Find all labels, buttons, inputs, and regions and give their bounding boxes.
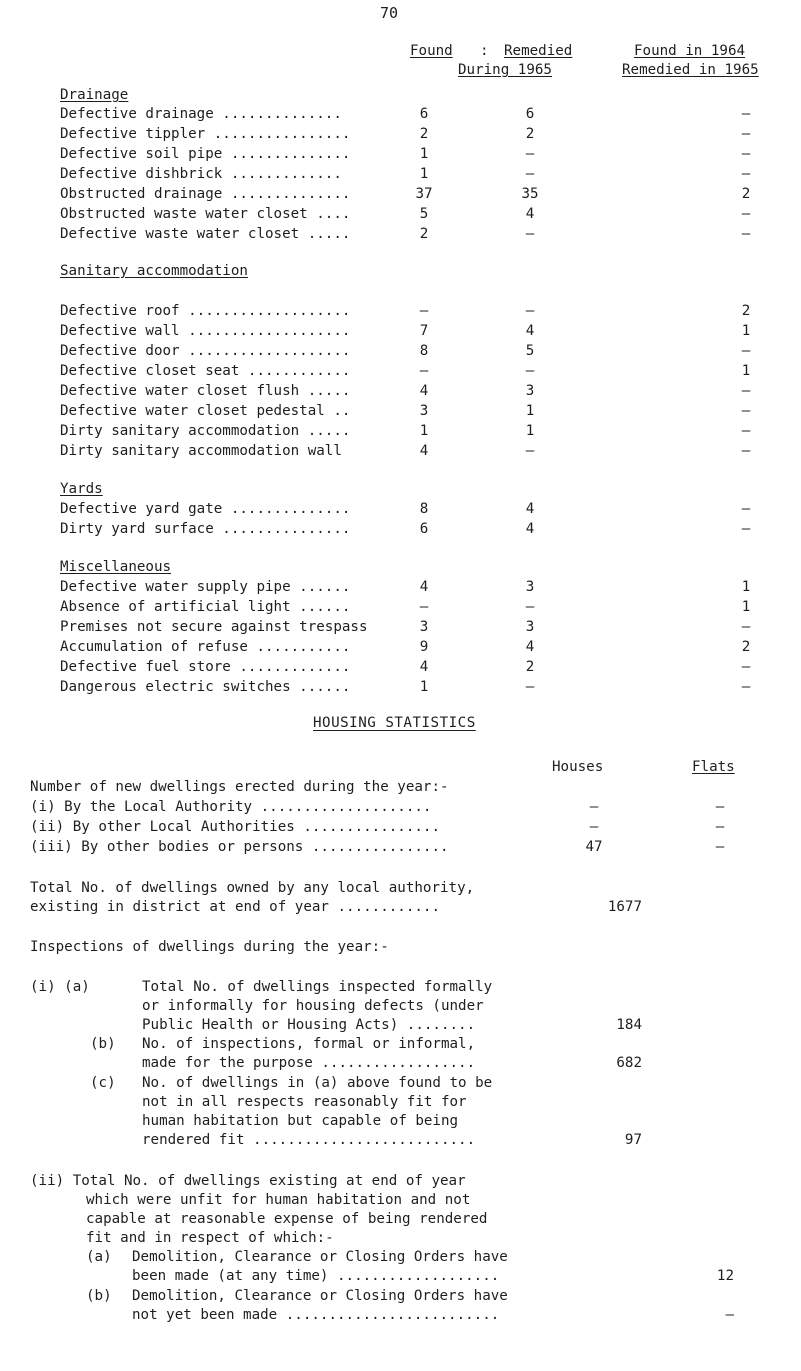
prior-year-value: – <box>741 126 751 142</box>
unfit-dwellings-line4: fit and in respect of which:- <box>86 1230 334 1246</box>
table-row <box>0 125 801 145</box>
found-value: 4 <box>419 443 429 459</box>
row-label: Defective roof ................... <box>60 303 351 319</box>
inspection-i-a-value: 184 <box>616 1017 642 1033</box>
row-label: (i) By the Local Authority .................... <box>30 799 432 815</box>
table-row <box>0 225 801 245</box>
row-label: Defective soil pipe .............. <box>60 146 351 162</box>
remedied-value: 35 <box>521 186 539 202</box>
found-value: 8 <box>419 501 429 517</box>
remedied-value: 2 <box>525 659 535 675</box>
remedied-value: 6 <box>525 106 535 122</box>
found-value: 3 <box>419 619 429 635</box>
found-value: 1 <box>419 166 429 182</box>
remedied-value: – <box>525 599 535 615</box>
remedied-value: 2 <box>525 126 535 142</box>
inspections-intro: Inspections of dwellings during the year:- <box>30 939 389 955</box>
found-value: 4 <box>419 579 429 595</box>
row-label: (ii) By other Local Authorities ................ <box>30 819 440 835</box>
prior-year-value: – <box>741 619 751 635</box>
row-label: Dirty sanitary accommodation ..... <box>60 423 351 439</box>
table-row <box>0 598 801 618</box>
row-label: Dangerous electric switches ...... <box>60 679 351 695</box>
remedied-value: – <box>525 303 535 319</box>
row-label: Defective water supply pipe ...... <box>60 579 351 595</box>
table-row <box>0 362 801 382</box>
prior-year-value: – <box>741 501 751 517</box>
row-label: Defective water closet pedestal .. <box>60 403 351 419</box>
row-label: Obstructed waste water closet .... <box>60 206 351 222</box>
found-value: 1 <box>419 679 429 695</box>
prior-year-value: – <box>741 443 751 459</box>
row-label: Defective closet seat ............ <box>60 363 351 379</box>
header-remedied-in: Remedied in 1965 <box>622 62 759 78</box>
table-row <box>0 442 801 462</box>
table-row <box>0 382 801 402</box>
found-value: 8 <box>419 343 429 359</box>
table-row <box>0 638 801 658</box>
found-value: – <box>419 599 429 615</box>
row-label: Dirty sanitary accommodation wall <box>60 443 342 459</box>
remedied-value: 4 <box>525 639 535 655</box>
prior-year-value: – <box>741 343 751 359</box>
inspection-i-b-line1: No. of inspections, formal or informal, <box>142 1036 476 1052</box>
found-value: 4 <box>419 383 429 399</box>
inspection-i-c-line2: not in all respects reasonably fit for <box>142 1094 467 1110</box>
row-label: Defective fuel store ............. <box>60 659 351 675</box>
total-dwellings-line2: existing in district at end of year ............ <box>30 899 440 915</box>
inspection-i-b-line2: made for the purpose .................. <box>142 1055 476 1071</box>
unfit-b-line1: Demolition, Clearance or Closing Orders have <box>132 1288 508 1304</box>
remedied-value: 3 <box>525 579 535 595</box>
found-value: 7 <box>419 323 429 339</box>
prior-year-value: – <box>741 226 751 242</box>
header-separator: : <box>480 43 489 59</box>
row-label: Defective wall ................... <box>60 323 351 339</box>
row-label: Accumulation of refuse ........... <box>60 639 351 655</box>
total-dwellings-line1: Total No. of dwellings owned by any local authority, <box>30 880 475 896</box>
found-value: 3 <box>419 403 429 419</box>
inspection-i-c-value: 97 <box>624 1132 642 1148</box>
table-row <box>0 500 801 520</box>
table-row <box>0 322 801 342</box>
inspection-i-c-prefix: (c) <box>90 1075 116 1091</box>
unfit-dwellings-line2: which were unfit for human habitation and not <box>86 1192 471 1208</box>
found-value: – <box>419 303 429 319</box>
found-value: 1 <box>419 423 429 439</box>
prior-year-value: – <box>741 679 751 695</box>
remedied-value: – <box>525 679 535 695</box>
table-row <box>0 205 801 225</box>
remedied-value: 3 <box>525 619 535 635</box>
houses-value: 47 <box>585 839 603 855</box>
row-label: Obstructed drainage .............. <box>60 186 351 202</box>
remedied-value: 1 <box>525 403 535 419</box>
remedied-value: 3 <box>525 383 535 399</box>
prior-year-value: – <box>741 146 751 162</box>
row-label: Defective water closet flush ..... <box>60 383 351 399</box>
row-label: Defective dishbrick ............. <box>60 166 342 182</box>
prior-year-value: – <box>741 106 751 122</box>
prior-year-value: – <box>741 521 751 537</box>
inspection-i-c-line3: human habitation but capable of being <box>142 1113 459 1129</box>
remedied-value: – <box>525 443 535 459</box>
table-row <box>0 145 801 165</box>
header-found: Found <box>410 43 453 59</box>
unfit-a-line1: Demolition, Clearance or Closing Orders have <box>132 1249 508 1265</box>
table-row <box>0 402 801 422</box>
section-title-sanitary: Sanitary accommodation <box>60 263 248 279</box>
inspection-i-c-line1: No. of dwellings in (a) above found to be <box>142 1075 493 1091</box>
inspection-i-b-value: 682 <box>616 1055 642 1071</box>
total-dwellings-value: 1677 <box>607 899 642 915</box>
table-row <box>0 185 801 205</box>
prior-year-value: 1 <box>741 363 751 379</box>
prior-year-value: – <box>741 423 751 439</box>
inspection-i-a-line3: Public Health or Housing Acts) ........ <box>142 1017 476 1033</box>
table-row <box>0 105 801 125</box>
row-label: Premises not secure against trespass <box>60 619 368 635</box>
prior-year-value: – <box>741 659 751 675</box>
inspection-i-b-prefix: (b) <box>90 1036 116 1052</box>
found-value: 2 <box>419 226 429 242</box>
header-during: During 1965 <box>458 62 552 78</box>
row-label: Defective yard gate .............. <box>60 501 351 517</box>
houses-value: – <box>589 819 599 835</box>
row-label: Absence of artificial light ...... <box>60 599 351 615</box>
remedied-value: – <box>525 363 535 379</box>
table-row <box>0 422 801 442</box>
row-label: Defective waste water closet ..... <box>60 226 351 242</box>
row-label: Dirty yard surface ............... <box>60 521 351 537</box>
prior-year-value: 2 <box>741 303 751 319</box>
prior-year-value: – <box>741 206 751 222</box>
flats-value: – <box>715 819 725 835</box>
remedied-value: 5 <box>525 343 535 359</box>
table-row <box>0 342 801 362</box>
unfit-dwellings-line3: capable at reasonable expense of being rendered <box>86 1211 488 1227</box>
flats-value: – <box>715 839 725 855</box>
inspection-i-a-prefix: (i) (a) <box>30 979 90 995</box>
prior-year-value: – <box>741 166 751 182</box>
found-value: 6 <box>419 521 429 537</box>
housing-statistics-title: HOUSING STATISTICS <box>313 715 476 731</box>
remedied-value: 4 <box>525 323 535 339</box>
prior-year-value: 1 <box>741 323 751 339</box>
table-row <box>0 838 801 858</box>
inspection-i-a-line1: Total No. of dwellings inspected formally <box>142 979 493 995</box>
remedied-value: – <box>525 146 535 162</box>
houses-value: – <box>589 799 599 815</box>
table-row <box>0 302 801 322</box>
unfit-b-value: – <box>725 1307 734 1323</box>
unfit-a-value: 12 <box>716 1268 734 1284</box>
table-row <box>0 520 801 540</box>
section-title-drainage: Drainage <box>60 87 129 103</box>
remedied-value: 4 <box>525 501 535 517</box>
table-row <box>0 165 801 185</box>
inspection-i-a-line2: or informally for housing defects (under <box>142 998 484 1014</box>
remedied-value: – <box>525 226 535 242</box>
found-value: 37 <box>415 186 433 202</box>
remedied-value: 4 <box>525 206 535 222</box>
prior-year-value: – <box>741 403 751 419</box>
prior-year-value: 2 <box>741 186 751 202</box>
found-value: 5 <box>419 206 429 222</box>
row-label: Defective drainage .............. <box>60 106 342 122</box>
header-found-in: Found in 1964 <box>634 43 746 59</box>
header-houses: Houses <box>552 759 604 775</box>
row-label: Defective tippler ................ <box>60 126 351 142</box>
section-title-yards: Yards <box>60 481 103 497</box>
page-number: 70 <box>380 4 399 22</box>
prior-year-value: – <box>741 383 751 399</box>
found-value: 2 <box>419 126 429 142</box>
table-row <box>0 658 801 678</box>
header-remedied: Remedied <box>504 43 573 59</box>
row-label: Defective door ................... <box>60 343 351 359</box>
found-value: 4 <box>419 659 429 675</box>
header-flats: Flats <box>692 759 735 775</box>
prior-year-value: 1 <box>741 599 751 615</box>
remedied-value: 4 <box>525 521 535 537</box>
found-value: 9 <box>419 639 429 655</box>
found-value: 1 <box>419 146 429 162</box>
prior-year-value: 2 <box>741 639 751 655</box>
table-row <box>0 678 801 698</box>
unfit-b-prefix: (b) <box>86 1288 112 1304</box>
prior-year-value: 1 <box>741 579 751 595</box>
row-label: (iii) By other bodies or persons ................ <box>30 839 449 855</box>
unfit-b-line2: not yet been made ......................... <box>132 1307 500 1323</box>
table-row <box>0 798 801 818</box>
inspection-i-c-line4: rendered fit .......................... <box>142 1132 476 1148</box>
found-value: 6 <box>419 106 429 122</box>
section-title-miscellaneous: Miscellaneous <box>60 559 172 575</box>
found-value: – <box>419 363 429 379</box>
remedied-value: 1 <box>525 423 535 439</box>
flats-value: – <box>715 799 725 815</box>
new-dwellings-intro: Number of new dwellings erected during the year:- <box>30 779 449 795</box>
table-row <box>0 578 801 598</box>
table-row <box>0 618 801 638</box>
unfit-dwellings-line1: (ii) Total No. of dwellings existing at end of year <box>30 1173 466 1189</box>
table-row <box>0 818 801 838</box>
unfit-a-line2: been made (at any time) ................... <box>132 1268 500 1284</box>
unfit-a-prefix: (a) <box>86 1249 112 1265</box>
remedied-value: – <box>525 166 535 182</box>
